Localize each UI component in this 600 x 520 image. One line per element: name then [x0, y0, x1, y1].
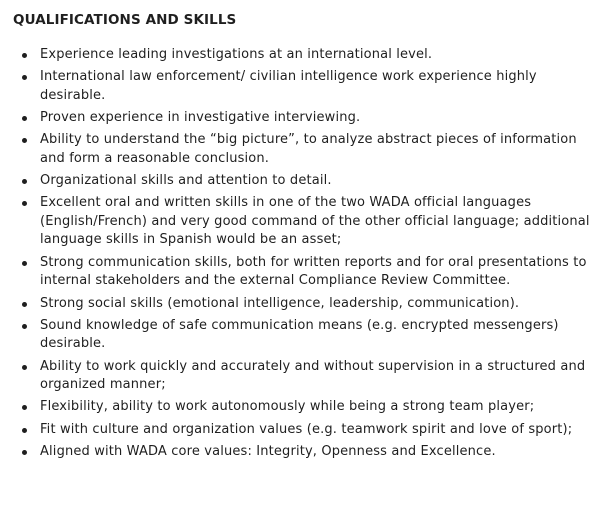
list-item-text: Proven experience in investigative interviewing. — [40, 110, 361, 126]
list-item — [21, 254, 590, 291]
list-item — [21, 172, 590, 191]
list-item — [21, 68, 590, 105]
list-item-text: Ability to understand the “big picture”, to analyze abstract pieces of information and form a reasonable conclusion. — [40, 132, 577, 166]
list-item — [21, 421, 590, 440]
list-item-text: Strong social skills (emotional intelligence, leadership, communication). — [40, 295, 520, 311]
list-item — [21, 295, 590, 314]
list-item-text: Aligned with WADA core values: Integrity, Openness and Excellence. — [40, 444, 496, 460]
list-item-text: Flexibility, ability to work autonomously while being a strong team player; — [40, 399, 535, 415]
bullet-icon — [22, 405, 27, 410]
list-item-text: Organizational skills and attention to detail. — [40, 173, 332, 189]
bullet-icon — [22, 302, 27, 307]
list-item-text: Ability to work quickly and accurately and without supervision in a structured and organized manner; — [40, 358, 586, 393]
bullet-icon — [22, 179, 27, 184]
list-item-text: Fit with culture and organization values (e.g. teamwork spirit and love of sport); — [40, 421, 573, 437]
list-item-text: Sound knowledge of safe communication means (e.g. encrypted messengers) desirable. — [40, 317, 559, 352]
bullet-icon — [22, 450, 27, 455]
list-item-text: Excellent oral and written skills in one of the two WADA official languages (English/French) and very good command of the other official language; additional language skills in Spanish would be an asset; — [40, 195, 590, 248]
list-item-text: Experience leading investigations at an international level. — [40, 47, 433, 62]
list-item-text: Strong communication skills, both for written reports and for oral presentations to internal stakeholders and the external Compliance Review Committee. — [40, 254, 587, 289]
list-item — [21, 109, 590, 128]
bullet-icon — [22, 365, 27, 370]
list-item — [21, 194, 590, 250]
list-item — [21, 358, 590, 395]
bullet-icon — [22, 201, 27, 206]
list-item — [21, 46, 590, 65]
list-item-text: International law enforcement/ civilian intelligence work experience highly desirable. — [40, 69, 537, 103]
skills-list — [13, 46, 590, 462]
bullet-icon — [22, 261, 27, 266]
bullet-icon — [22, 324, 27, 329]
bullet-icon — [22, 138, 27, 143]
bullet-icon — [22, 53, 27, 58]
list-item — [21, 317, 590, 354]
list-item — [21, 131, 590, 168]
list-item — [21, 443, 590, 462]
bullet-icon — [22, 75, 27, 80]
bullet-icon — [22, 116, 27, 121]
list-item — [21, 398, 590, 417]
bullet-icon — [22, 428, 27, 433]
section-title: QUALIFICATIONS AND SKILLS — [13, 12, 237, 28]
